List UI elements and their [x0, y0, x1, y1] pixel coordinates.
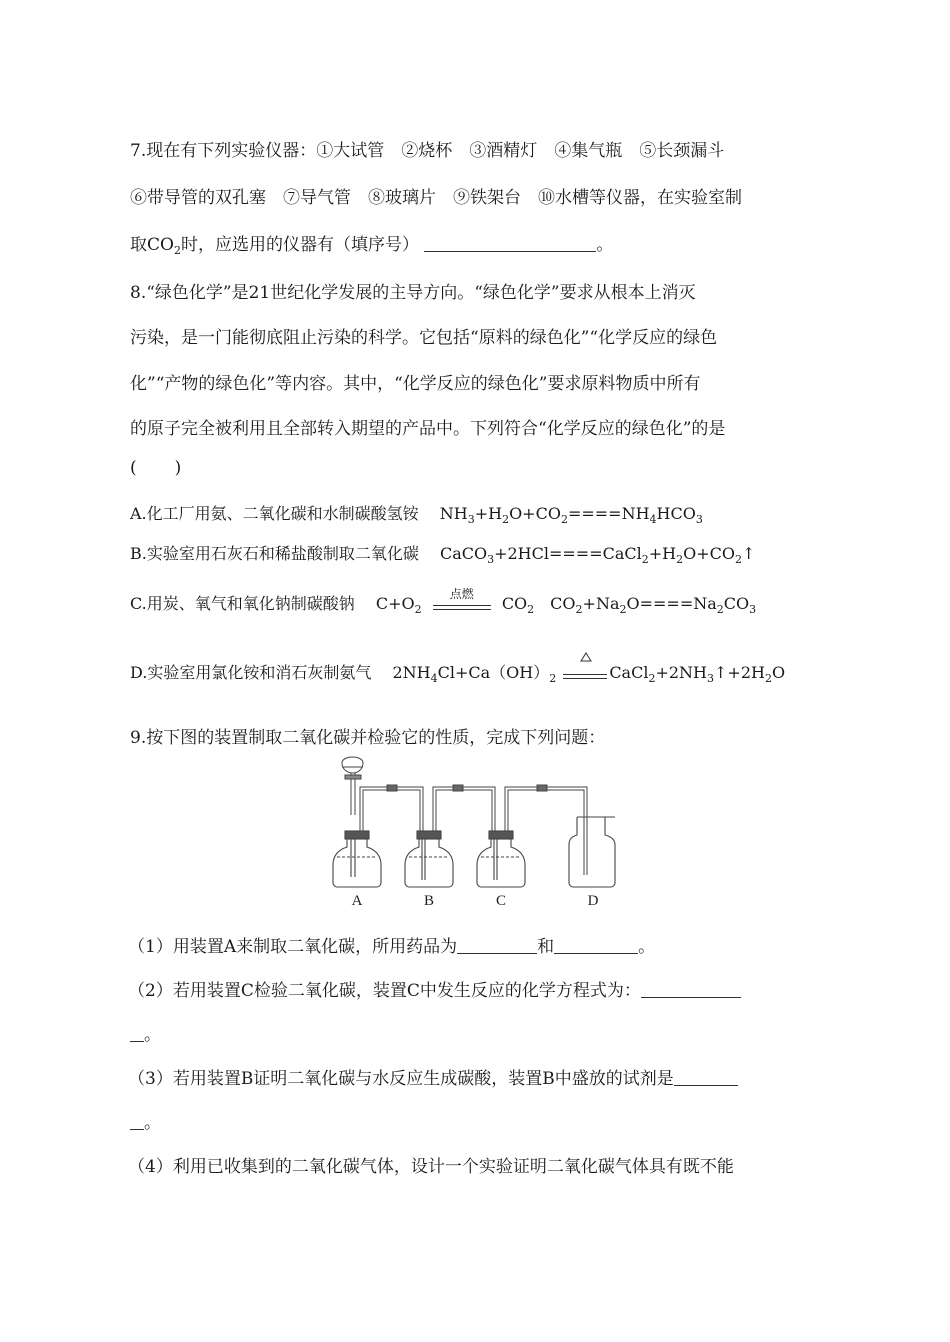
q9-part-4: （4）利用已收集到的二氧化碳气体，设计一个实验证明二氧化碳气体具有既不能	[128, 1157, 734, 1177]
q9-part-3-end: 。	[130, 1108, 161, 1133]
q8-line-2: 污染，是一门能彻底阻止污染的科学。它包括“原料的绿色化”“化学反应的绿色	[130, 328, 718, 348]
q9-part-3: （3）若用装置B证明二氧化碳与水反应生成碳酸，装置B中盛放的试剂是	[128, 1064, 738, 1089]
q7-line-3: 取$CO_2$时，应选用的仪器有（填序号） 。	[130, 235, 614, 257]
q9-part-2-end: 。	[130, 1020, 161, 1045]
q9-part-1: （1）用装置A来制取二氧化碳，所用药品为 和 。	[128, 937, 656, 957]
q9-blank-equation[interactable]	[641, 983, 741, 998]
reaction-condition-heat	[563, 660, 607, 680]
q8-line-1: 8.“绿色化学”是21世纪化学发展的主导方向。“绿色化学”要求从根本上消灭	[130, 283, 696, 303]
reaction-condition-ignite: 点燃	[433, 591, 491, 611]
label-b: B	[423, 893, 435, 909]
bottle-a	[333, 835, 381, 887]
q9-blank-reagent-1[interactable]	[457, 939, 537, 954]
q7-line-2: ⑥带导管的双孔塞 ⑦导气管 ⑧玻璃片 ⑨铁架台 ⑩水槽等仪器，在实验室制	[130, 188, 742, 208]
heat-triangle-icon	[580, 652, 592, 662]
q7-answer-blank[interactable]	[424, 237, 596, 252]
q8-option-c: C.用炭、氧气和氧化钠制碳酸钠 $C+O_2$ 点燃 $CO_2$ $CO_2+Na_2O====Na_2CO_3$	[130, 587, 757, 616]
q8-line-3: 化”“产物的绿色化”等内容。其中，“化学反应的绿色化”要求原料物质中所有	[130, 374, 701, 394]
q9-blank-reagent-2[interactable]	[554, 939, 638, 954]
bottle-c	[477, 835, 525, 887]
bottle-b	[405, 835, 453, 887]
co2-apparatus-diagram	[325, 755, 625, 910]
separatory-funnel-icon	[342, 757, 363, 773]
q8-option-a: A.化工厂用氨、二氧化碳和水制碳酸氢铵 $NH_3+H_2O+CO_2====NH_4HCO_3$	[130, 504, 703, 526]
label-d: D	[587, 893, 599, 909]
label-c: C	[495, 893, 507, 909]
q8-line-4: 的原子完全被利用且全部转入期望的产品中。下列符合“化学反应的绿色化”的是	[130, 419, 726, 439]
q8-answer-paren[interactable]: ( )	[130, 458, 182, 478]
q9-title: 9.按下图的装置制取二氧化碳并检验它的性质，完成下列问题：	[130, 728, 606, 748]
q9-part-2: （2）若用装置C检验二氧化碳，装置C中发生反应的化学方程式为：	[128, 976, 741, 1001]
label-a: A	[351, 893, 363, 909]
q9-blank-reagent-b[interactable]	[674, 1071, 738, 1086]
q8-option-d: D.实验室用氯化铵和消石灰制氨气 $2NH_4Cl+Ca(OH)_2$ $CaCl_2+2NH_3↑+2H_2O$	[130, 660, 785, 685]
q8-option-b: B.实验室用石灰石和稀盐酸制取二氧化碳 $CaCO_3+2HCl====CaCl_2+H_2O+CO_2↑$	[130, 544, 756, 566]
q7-line-1: 7.现在有下列实验仪器：①大试管 ②烧杯 ③酒精灯 ④集气瓶 ⑤长颈漏斗	[130, 141, 725, 161]
bottle-d	[569, 817, 615, 887]
